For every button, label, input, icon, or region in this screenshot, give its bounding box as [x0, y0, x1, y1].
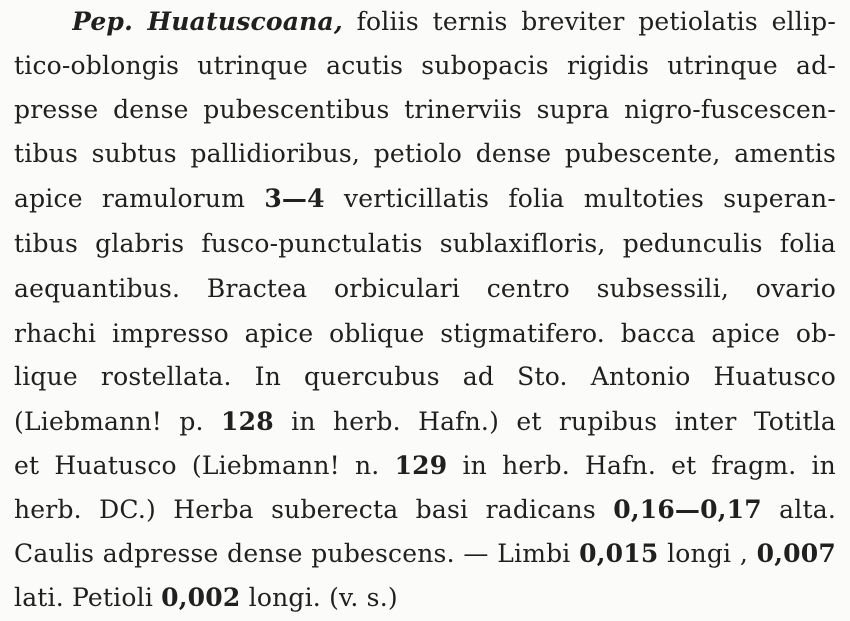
text-line-7	[14, 267, 836, 311]
text-fragment: tibus glabris fusco-punctulatis sublaxifloris, pedunculis folia	[14, 229, 836, 258]
text-line-5	[14, 177, 836, 221]
text-line-13	[14, 532, 836, 576]
bold-number: 129	[394, 451, 448, 480]
text-line-1	[72, 0, 836, 44]
bold-number: 128	[221, 407, 274, 436]
bold-number: 3—4	[264, 184, 325, 213]
text-fragment: apice ramulorum	[14, 184, 246, 213]
text-fragment: (Liebmann! p.	[14, 407, 204, 436]
text-fragment: tico-oblongis utrinque acutis subopacis rigidis utrinque ad-	[14, 51, 836, 80]
text-fragment: longi ,	[667, 539, 749, 568]
bold-number: 0,16—0,17	[613, 495, 762, 524]
text-fragment: Caulis adpresse dense pubescens. — Limbi	[14, 539, 571, 568]
text-line-10	[14, 400, 836, 444]
text-fragment: rhachi impresso apice oblique stigmatifero. bacca apice ob-	[14, 319, 836, 348]
text-fragment: presse dense pubescentibus trinerviis supra nigro-fuscescen-	[14, 95, 836, 124]
text-line-2	[14, 44, 836, 88]
text-line-9	[14, 355, 836, 399]
bold-number: 0,002	[161, 583, 241, 612]
text-fragment: lique rostellata. In quercubus ad Sto. Antonio Huatusco	[14, 362, 836, 391]
text-fragment: in herb. Hafn. et fragm. in	[462, 451, 836, 480]
text-line-3	[14, 88, 836, 132]
text-fragment: alta.	[779, 495, 836, 524]
species-title: Pep. Huatuscoana,	[72, 7, 343, 36]
text-fragment: in herb. Hafn.) et rupibus inter Totitla	[291, 407, 836, 436]
text-fragment: et Huatusco (Liebmann! n.	[14, 451, 380, 480]
text-line-8	[14, 312, 836, 356]
text-fragment: verticillatis folia multoties superan-	[343, 184, 836, 213]
text-fragment: lati. Petioli	[14, 583, 154, 612]
text-fragment: foliis ternis breviter petiolatis ellip-	[356, 7, 836, 36]
text-line-6	[14, 222, 836, 266]
text-line-4	[14, 132, 836, 176]
text-fragment: aequantibus. Bractea orbiculari centro subsessili, ovario	[14, 274, 836, 303]
text-line-12	[14, 488, 836, 532]
text-line-14	[14, 576, 836, 620]
text-fragment: herb. DC.) Herba suberecta basi radicans	[14, 495, 596, 524]
text-fragment: longi. (v. s.)	[248, 583, 398, 612]
bold-number: 0,015	[579, 539, 659, 568]
text-fragment: tibus subtus pallidioribus, petiolo dense pubescente, amentis	[14, 139, 836, 168]
text-line-11	[14, 444, 836, 488]
bold-number: 0,007	[756, 539, 836, 568]
